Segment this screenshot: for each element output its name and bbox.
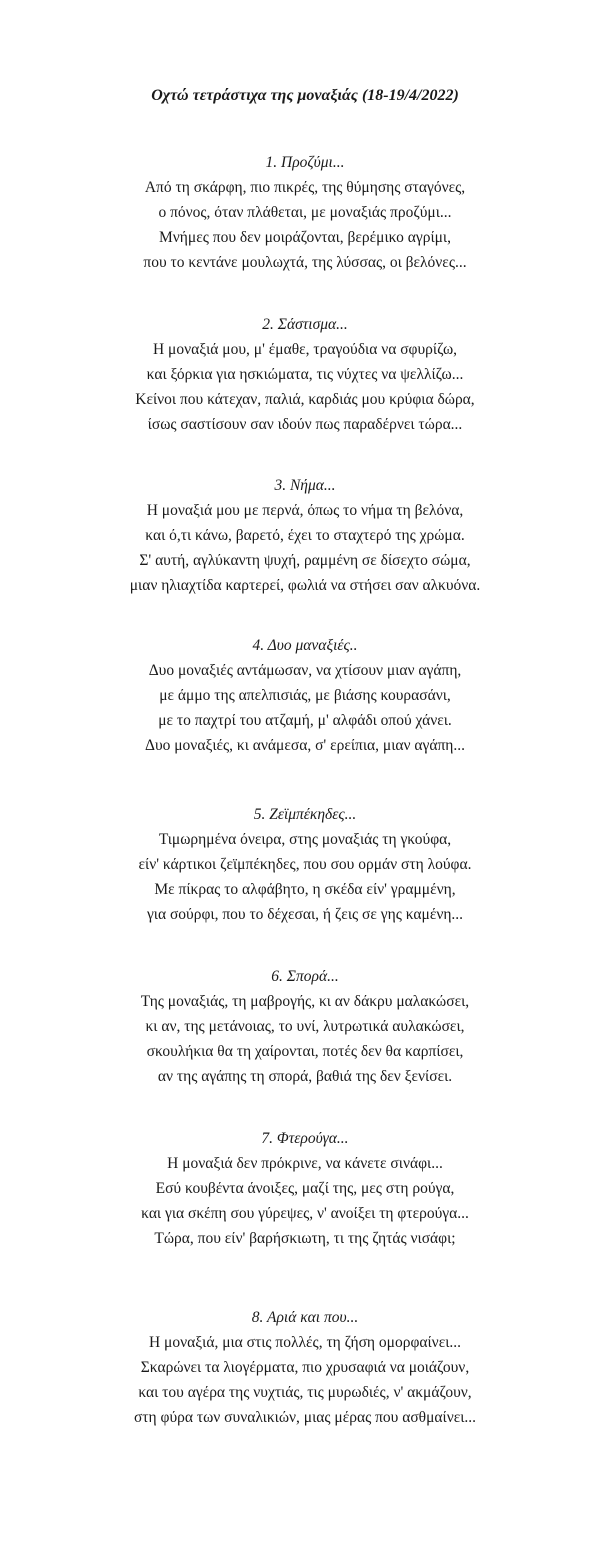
verse-line: Δυο μοναξιές, κι ανάμεσα, σ' ερείπια, μιαν αγάπη... (144, 737, 466, 754)
stanza-heading: 2. Σάστισμα... (262, 316, 348, 333)
stanza-heading: 5. Ζεϊμπέκηδες... (253, 806, 357, 823)
verse-line: με το παχτρί του ατζαμή, μ' αλφάδι οπού χάνει. (158, 712, 452, 729)
verse-line: Εσύ κουβέντα άνοιξες, μαζί της, μες στη ρούγα, (155, 1180, 455, 1197)
stanza-6 (0, 965, 610, 1089)
verse-line: Σκαρώνει τα λιογέρματα, πιο χρυσαφιά να μοιάζουν, (140, 1359, 470, 1376)
verse-line: Τώρα, που είν' βαρήσκιωτη, τι της ζητάς νισάφι; (154, 1230, 456, 1247)
stanza-2 (0, 313, 610, 437)
stanza-heading: 1. Προζύμι... (265, 154, 345, 171)
stanza-4 (0, 634, 610, 758)
stanza-8 (0, 1306, 610, 1430)
verse-line: μιαν ηλιαχτίδα καρτερεί, φωλιά να στήσει σαν αλκυόνα. (129, 577, 481, 594)
verse-line: κι αν, της μετάνοιας, το υνί, λυτρωτικά αυλακώσει, (145, 1018, 465, 1035)
verse-line: Μνήμες που δεν μοιράζονται, βερέμικο αγρίμι, (159, 229, 451, 246)
verse-line: και ξόρκια για ησκιώματα, τις νύχτες να ψελλίζω... (146, 366, 464, 383)
verse-line: Η μοναξιά, μια στις πολλές, τη ζήση ομορφαίνει... (148, 1334, 461, 1351)
verse-line: και για σκέπη σου γύρεψες, ν' ανοίξει τη φτερούγα... (141, 1205, 469, 1222)
verse-line: Από τη σκάρφη, πιο πικρές, της θύμησης σταγόνες, (144, 179, 466, 196)
verse-line: Η μοναξιά μου, μ' έμαθε, τραγούδια να σφυρίζω, (152, 341, 458, 358)
stanza-1 (0, 151, 610, 275)
verse-line: Η μοναξιά μου με περνά, όπως το νήμα τη βελόνα, (146, 502, 464, 519)
verse-line: στη φύρα των συναλικιών, μιας μέρας που ασθμαίνει... (133, 1409, 477, 1426)
verse-line: ο πόνος, όταν πλάθεται, με μοναξιάς προζύμι... (158, 204, 452, 221)
verse-line: σκουλήκια θα τη χαίρονται, ποτές δεν θα καρπίσει, (146, 1043, 464, 1060)
verse-line: είν' κάρτικοι ζεϊμπέκηδες, που σου ορμάν στη λούφα. (138, 856, 472, 873)
verse-line: Δυο μοναξιές αντάμωσαν, να χτίσουν μιαν αγάπη, (148, 662, 462, 679)
stanza-heading: 3. Νήμα... (274, 477, 336, 494)
verse-line: για σούρφι, που το δέχεσαι, ή ζεις σε γης καμένη... (146, 906, 464, 923)
verse-line: αν της αγάπης τη σπορά, βαθιά της δεν ξενίσει. (157, 1068, 453, 1085)
stanza-heading: 4. Δυο μαναξιές.. (252, 637, 358, 654)
poem-title: Οχτώ τετράστιχα της μοναξιάς (18-19/4/2022) (151, 87, 459, 104)
verse-line: ίσως σαστίσουν σαν ιδούν πως παραδέρνει τώρα... (147, 416, 463, 433)
stanza-7 (0, 1127, 610, 1251)
verse-line: και του αγέρα της νυχτιάς, τις μυρωδιές, ν' ακμάζουν, (138, 1384, 472, 1401)
verse-line: Της μοναξιάς, τη μαβρογής, κι αν δάκρυ μαλακώσει, (140, 993, 470, 1010)
stanza-heading: 7. Φτερούγα... (261, 1130, 349, 1147)
stanza-heading: 6. Σπορά... (271, 968, 339, 985)
verse-line: Σ' αυτή, αγλύκαντη ψυχή, ραμμένη σε δίσεχτο σώμα, (139, 552, 471, 569)
verse-line: που το κεντάνε μουλωχτά, της λύσσας, οι βελόνες... (143, 254, 467, 271)
stanza-3 (0, 474, 610, 598)
stanza-5 (0, 803, 610, 927)
verse-line: Τιμωρημένα όνειρα, στης μοναξιάς τη γκούφα, (158, 831, 452, 848)
verse-line: Με πίκρας το αλφάβητο, η σκέδα είν' γραμμένη, (154, 881, 456, 898)
verse-line: Η μοναξιά δεν πρόκρινε, να κάνετε σινάφι... (167, 1155, 443, 1172)
verse-line: Κείνοι που κάτεχαν, παλιά, καρδιάς μου κρύφια δώρα, (135, 391, 475, 408)
verse-line: με άμμο της απελπισιάς, με βιάσης κουρασάνι, (159, 687, 451, 704)
stanza-heading: 8. Αριά και που... (251, 1309, 359, 1326)
verse-line: και ό,τι κάνω, βαρετό, έχει το σταχτερό της χρώμα. (145, 527, 465, 544)
